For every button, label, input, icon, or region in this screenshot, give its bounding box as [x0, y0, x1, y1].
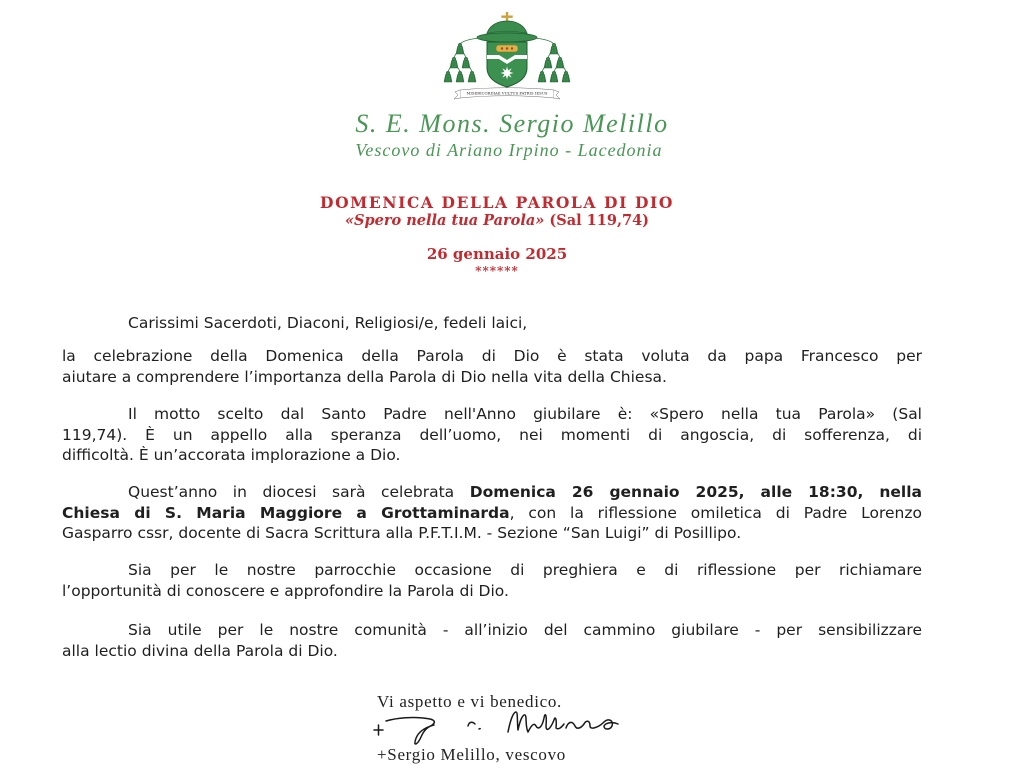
- document-date: 26 gennaio 2025: [426, 245, 568, 263]
- letterhead-name: S. E. Mons. Sergio Melillo: [355, 109, 669, 138]
- document-motto: [0, 212, 994, 230]
- paragraph-line: 119,74). È un appello alla speranza dell’uomo, nei momenti di angoscia, di sofferenza, di: [62, 425, 922, 444]
- paragraph: [62, 620, 922, 661]
- closing-greeting: Vi aspetto e vi benedico.: [377, 692, 563, 711]
- paragraph: [62, 404, 922, 466]
- paragraph-line: alla lectio divina della Parola di Dio.: [62, 641, 338, 660]
- motto-reference: (Sal 119,74): [549, 212, 650, 229]
- star-icon: [501, 67, 514, 80]
- text-segment: , con la riflessione omiletica di Padre Lorenzo: [509, 503, 922, 522]
- bold-segment: Domenica 26 gennaio 2025, alle 18:30, nella: [469, 483, 922, 501]
- salutation-line: Carissimi Sacerdoti, Diaconi, Religiosi/e, fedeli laici,: [128, 314, 528, 332]
- paragraph-line: [62, 503, 922, 524]
- paragraph-line: Gasparro cssr, docente di Sacra Scrittura alla P.F.T.I.M. - Sezione “San Luigi” di Posillipo.: [62, 524, 742, 542]
- motto-ribbon: [454, 88, 560, 99]
- document-title: DOMENICA DELLA PAROLA DI DIO: [320, 193, 674, 212]
- paragraph-line: aiutare a comprendere l’importanza della Parola di Dio nella vita della Chiesa.: [62, 367, 667, 386]
- salutation: [62, 313, 922, 334]
- paragraph-line: la celebrazione della Domenica della Parola di Dio è stata voluta da papa Francesco per: [62, 347, 922, 365]
- bold-segment: Chiesa di S. Maria Maggiore a Grottaminarda: [62, 503, 510, 522]
- motto-quote: «Spero nella tua Parola»: [344, 212, 545, 229]
- paragraph-line: Sia utile per le nostre comunità - all’inizio del cammino giubilare - per sensibilizzare: [128, 621, 922, 639]
- closing-signoff: +Sergio Melillo, vescovo: [377, 745, 566, 764]
- galero-hat: [477, 21, 537, 42]
- paragraph: [62, 560, 922, 601]
- paragraph-line: Sia per le nostre parrocchie occasione di preghiera e di riflessione per richiamare: [128, 561, 922, 579]
- separator: ******: [475, 264, 519, 278]
- paragraph-line: Il motto scelto dal Santo Padre nell'Anno giubilare è: «Spero nella tua Parola» (Sal: [128, 405, 922, 423]
- coat-of-arms: [440, 12, 580, 104]
- paragraph: [62, 482, 922, 544]
- handwritten-signature: [368, 706, 630, 746]
- letterhead-role: Vescovo di Ariano Irpino - Lacedonia: [355, 140, 663, 160]
- paragraph-line: difficoltà. È un’accorata implorazione a Dio.: [62, 446, 401, 464]
- paragraph: [62, 346, 922, 387]
- motto-text: MISERICORDIAE VULTUS PATRIS IESUS: [466, 90, 548, 96]
- text-segment: Quest’anno in diocesi sarà celebrata: [128, 483, 455, 501]
- paragraph-line: [62, 482, 922, 503]
- shield: [487, 42, 527, 87]
- paragraph-line: l’opportunità di conoscere e approfondire la Parola di Dio.: [62, 581, 509, 600]
